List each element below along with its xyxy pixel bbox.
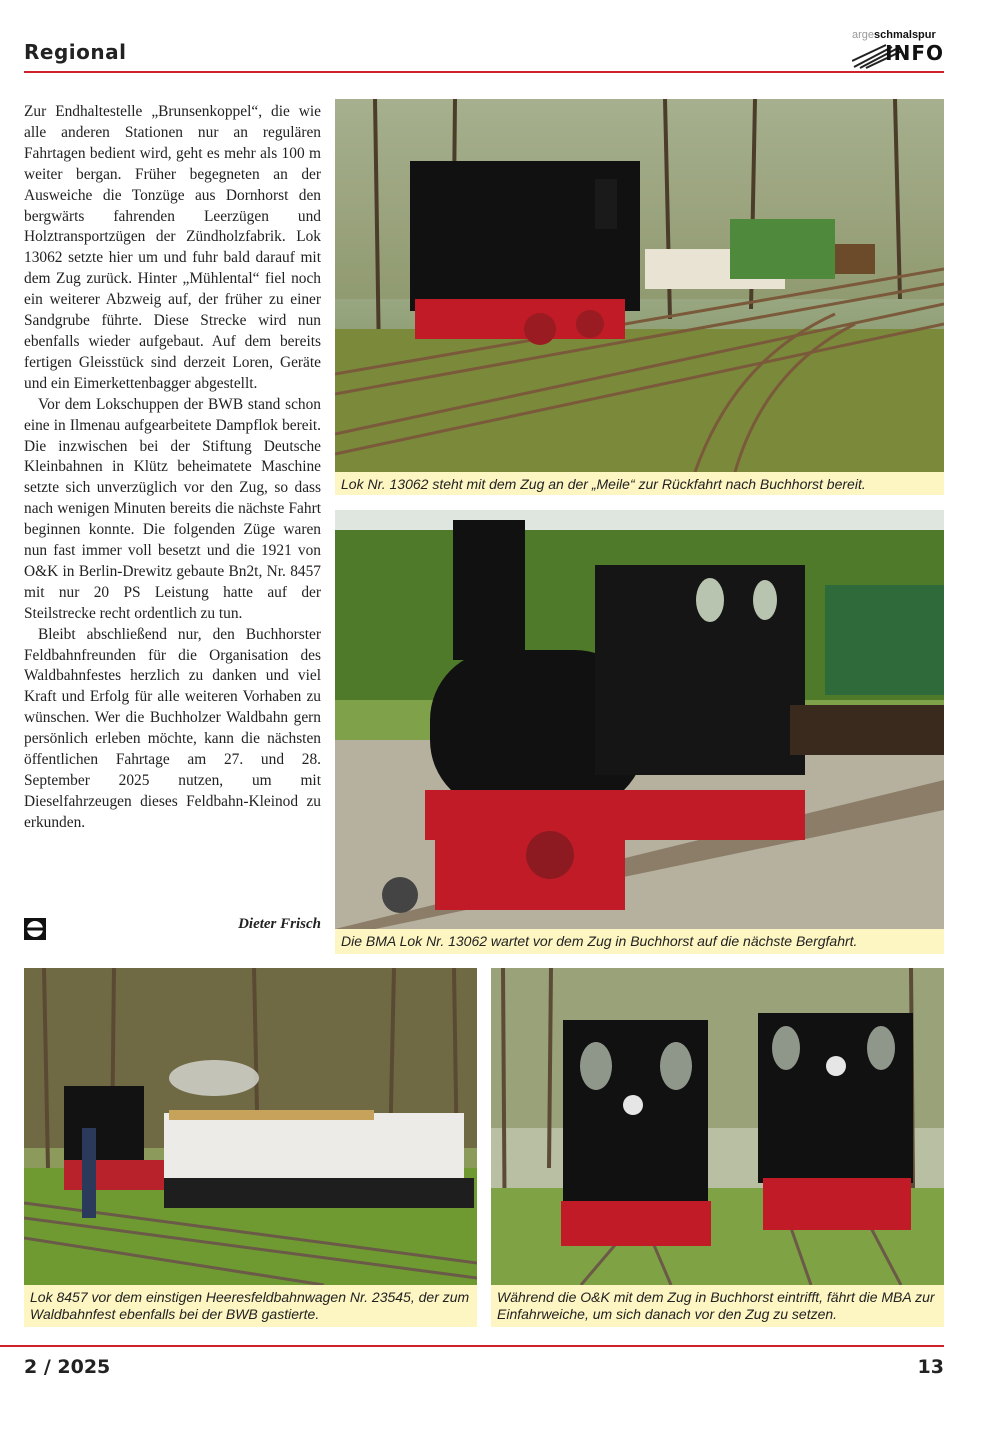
header-rule: [24, 71, 944, 73]
page-number: 13: [917, 1356, 944, 1378]
logo-prefix: arge: [852, 29, 875, 41]
magazine-logo: [852, 29, 944, 69]
issue-number: 2 / 2025: [24, 1356, 111, 1378]
photo-train-at-meile: [335, 99, 944, 472]
article-text: [24, 102, 321, 834]
end-of-article-icon: [24, 918, 46, 940]
caption-photo-2: Die BMA Lok Nr. 13062 wartet vor dem Zug in Buchhorst auf die nächste Bergfahrt.: [335, 929, 944, 954]
footer-rule: [0, 1345, 944, 1347]
photo-lok-8457: [24, 968, 477, 1285]
logo-name: schmalspur: [874, 29, 936, 41]
logo-info: INFO: [885, 41, 944, 65]
paragraph-2: Vor dem Lokschuppen der BWB stand schon eine in Ilmenau aufgearbeitete Dampflok bereit. Die inzwischen bei der Stiftung Deutsche Kleinbahnen in Klütz beheimatete Maschine setzte sich unverzüglich vor den Zug, so dass nach wenigen Minuten bereits die nächste Fahrt beginnen konnte. Die folgenden Züge waren nun fast immer voll besetzt und die 1921 von O&K in Berlin-Drewitz gebaute Bn2t, Nr. 8457 mit nur 20 PS Leistung hatte auf der Steilstrecke recht ordentlich zu tun.: [24, 395, 321, 622]
paragraph-1: Zur Endhaltestelle „Brunsenkoppel“, die wie alle anderen Stationen nur an regulären Fahrtagen bedient wird, geht es mehr als 100 m weiter bergan. Früher begegneten an der Ausweiche die Tonzüge aus Dornhorst den bergwärts fahrenden Leerzügen und Holztransportzügen der Zündholzfabrik. Lok 13062 setzte hier um und fuhr bald darauf mit dem Zug zurück. Hinter „Mühlental“ fiel noch ein weiterer Abzweig auf, der früher zu einer Sandgrube führte. Diese Strecke wird nun ebenfalls wieder aufgebaut. Auf dem bereits fertigen Gleisstück sind derzeit Loren, Geräte und ein Eimerkettenbagger abgestellt.: [24, 103, 321, 392]
paragraph-3: Bleibt abschließend nur, den Buchhorster Feldbahnfreunden für die Organisation des Waldbahnfestes herzlich zu danken und viel Kraft und Erfolg für alle weiteren Vorhaben zu wünschen. Wer die Buchholzer Waldbahn gern persönlich erleben möchte, kann die nächsten öffentlichen Fahrtage am 27. und 28. September 2025 nutzen, um mit Dieselfahrzeugen dieses Feldbahn-Kleinod zu erkunden.: [24, 625, 321, 831]
photo-two-locomotives: [491, 968, 944, 1285]
photo-bma-13062: [335, 510, 944, 929]
caption-photo-1: Lok Nr. 13062 steht mit dem Zug an der „Meile“ zur Rückfahrt nach Buchhorst bereit.: [335, 472, 944, 495]
caption-photo-4: Während die O&K mit dem Zug in Buchhorst eintrifft, fährt die MBA zur Einfahrweiche, um sich danach vor den Zug zu setzen.: [491, 1285, 944, 1327]
caption-photo-3: Lok 8457 vor dem einstigen Heeresfeldbahnwagen Nr. 23545, der zum Waldbahnfest ebenfalls bei der BWB gastierte.: [24, 1285, 477, 1327]
section-title: Regional: [24, 40, 127, 64]
author-name: Dieter Frisch: [238, 916, 321, 932]
